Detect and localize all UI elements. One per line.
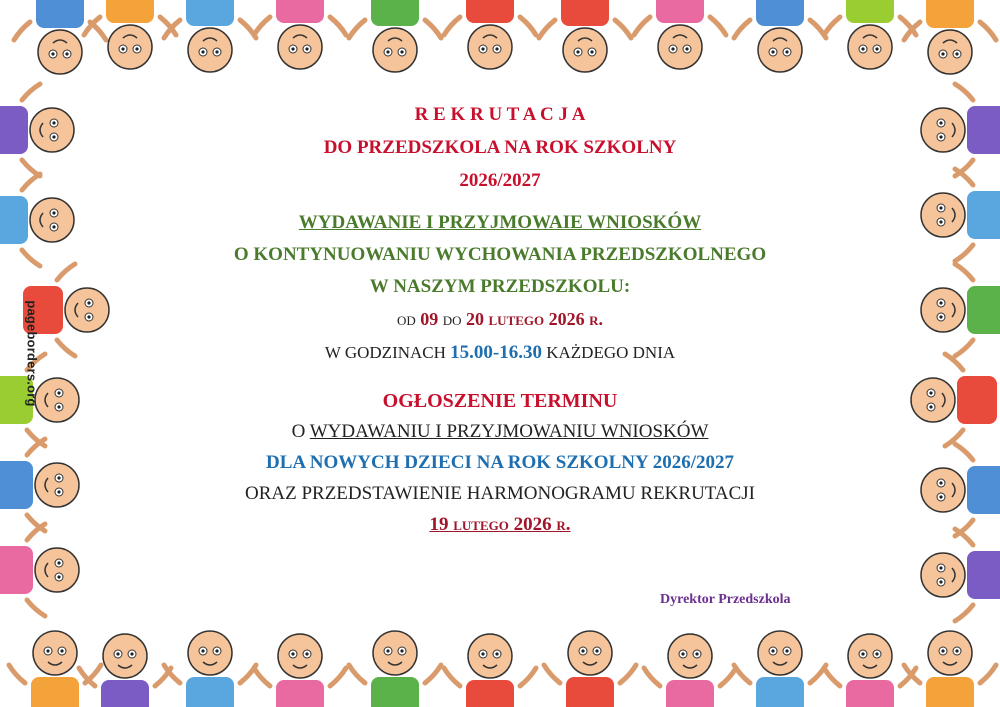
dates-to-day: 20 (466, 308, 485, 329)
hours-line (150, 342, 850, 365)
dates-suffix: r. (589, 308, 604, 329)
section2-line1 (150, 421, 850, 444)
bottom-border-kids (9, 631, 996, 707)
right-border-kids (911, 84, 1000, 621)
watermark-text: pageborders.org (24, 300, 40, 407)
pageborders-watermark (12, 300, 52, 420)
hours-prefix: W GODZINACH (324, 343, 446, 363)
dates-month-year: lutego 2026 (488, 308, 585, 329)
section1-line2: O KONTYNUOWANIU WYCHOWANIA PRZEDSZKOLNEGO (233, 244, 767, 266)
section1-line3: W NASZYM PRZEDSZKOLU: (369, 275, 631, 297)
section2-line1-prefix: O (291, 421, 306, 443)
section2-line2: DLA NOWYCH DZIECI NA ROK SZKOLNY 2026/2027 (265, 451, 735, 473)
dates-line (150, 309, 850, 331)
dates-to-word: do (442, 308, 462, 329)
top-border-kids (14, 0, 996, 74)
section2-line3: ORAZ PRZEDSTAWIENIE HARMONOGRAMU REKRUTACJI (244, 482, 755, 504)
signature: Dyrektor Przedszkola (660, 592, 791, 607)
announcement-content (150, 100, 850, 536)
section2-title: OGŁOSZENIE TERMINU (382, 390, 618, 413)
section1-line1: WYDAWANIE I PRZYJMOWAIE WNIOSKÓW (298, 212, 702, 234)
hours-time: 15.00-16.30 (450, 342, 542, 364)
section2-date (150, 514, 850, 537)
section2-date-rest: lutego 2026 r. (453, 513, 571, 535)
section2-line1-underlined: WYDAWANIU I PRZYJMOWANIU WNIOSKÓW (309, 421, 709, 443)
heading-year: 2026/2027 (459, 169, 541, 191)
section2-date-day: 19 (429, 513, 449, 535)
heading-subtitle: DO PRZEDSZKOLA NA ROK SZKOLNY (323, 136, 677, 158)
heading-title: R E K R U T A C J A (414, 104, 586, 125)
hours-suffix: KAŻDEGO DNIA (546, 343, 676, 363)
dates-from-day: 09 (420, 308, 439, 329)
dates-from-word: od (396, 308, 416, 329)
